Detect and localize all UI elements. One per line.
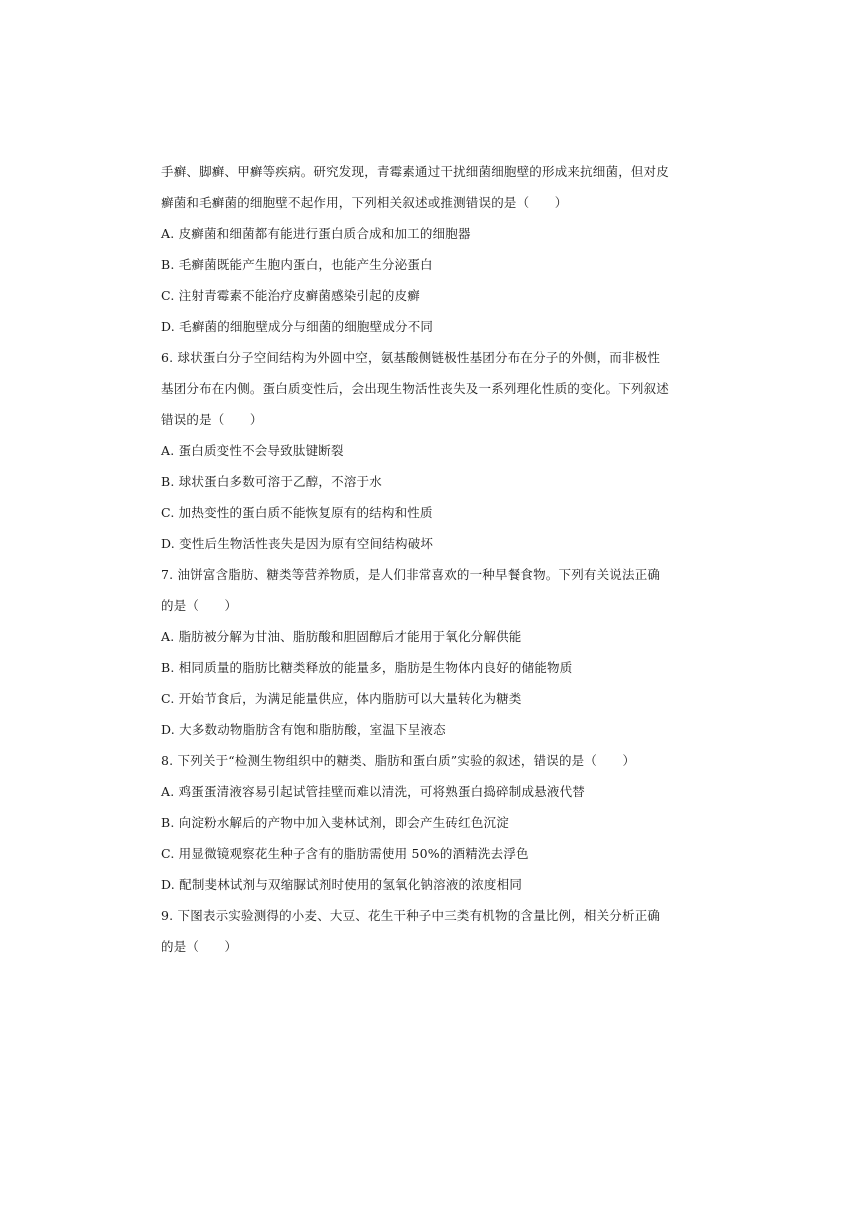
q5-option-b: B. 毛癣菌既能产生胞内蛋白，也能产生分泌蛋白 [161,257,433,272]
q6-option-d: D. 变性后生物活性丧失是因为原有空间结构破坏 [161,536,434,551]
q6-option-c: C. 加热变性的蛋白质不能恢复原有的结构和性质 [161,505,433,520]
q7-option-a: A. 脂肪被分解为甘油、脂肪酸和胆固醇后才能用于氧化分解供能 [161,629,522,644]
q9-stem-line-2: 的是（ ） [161,939,238,954]
q8-stem-line-1: 8. 下列关于“检测生物组织中的糖类、脂肪和蛋白质”实验的叙述，错误的是（ ） [161,753,636,768]
q6-stem-line-2: 基团分布在内侧。蛋白质变性后，会出现生物活性丧失及一系列理化性质的变化。下列叙述 [161,381,670,396]
q9-stem-line-1: 9. 下图表示实验测得的小麦、大豆、花生干种子中三类有机物的含量比例，相关分析正确 [161,908,661,923]
q5-option-d: D. 毛癣菌的细胞壁成分与细菌的细胞壁成分不同 [161,319,434,334]
q5-option-a: A. 皮癣菌和细菌都有能进行蛋白质合成和加工的细胞器 [161,226,471,241]
q8-option-c: C. 用显微镜观察花生种子含有的脂肪需使用 50%的酒精洗去浮色 [161,846,529,861]
q8-option-b: B. 向淀粉水解后的产物中加入斐林试剂，即会产生砖红色沉淀 [161,815,509,830]
q8-option-d: D. 配制斐林试剂与双缩脲试剂时使用的氢氧化钠溶液的浓度相同 [161,877,523,892]
q7-stem-line-1: 7. 油饼富含脂肪、糖类等营养物质，是人们非常喜欢的一种早餐食物。下列有关说法正确 [161,567,661,582]
document-content [161,156,721,962]
q7-stem-line-2: 的是（ ） [161,598,238,613]
q6-stem-line-3: 错误的是（ ） [161,412,263,427]
intro-line-1: 手癣、脚癣、甲癣等疾病。研究发现，青霉素通过干扰细菌细胞壁的形成来抗细菌，但对皮 [161,164,670,179]
q6-stem-line-1: 6. 球状蛋白分子空间结构为外圆中空，氨基酸侧链极性基团分布在分子的外侧，而非极性 [161,350,661,365]
q7-option-b: B. 相同质量的脂肪比糖类释放的能量多，脂肪是生物体内良好的储能物质 [161,660,573,675]
intro-line-2: 癣菌和毛癣菌的细胞壁不起作用，下列相关叙述或推测错误的是（ ） [161,195,568,210]
q7-option-d: D. 大多数动物脂肪含有饱和脂肪酸，室温下呈液态 [161,722,446,737]
q6-option-a: A. 蛋白质变性不会导致肽键断裂 [161,443,344,458]
q5-option-c: C. 注射青霉素不能治疗皮癣菌感染引起的皮癣 [161,288,420,303]
q8-option-a: A. 鸡蛋蛋清液容易引起试管挂壁而难以清洗，可将熟蛋白捣碎制成悬液代替 [161,784,585,799]
q7-option-c: C. 开始节食后，为满足能量供应，体内脂肪可以大量转化为糖类 [161,691,522,706]
q6-option-b: B. 球状蛋白多数可溶于乙醇，不溶于水 [161,474,382,489]
